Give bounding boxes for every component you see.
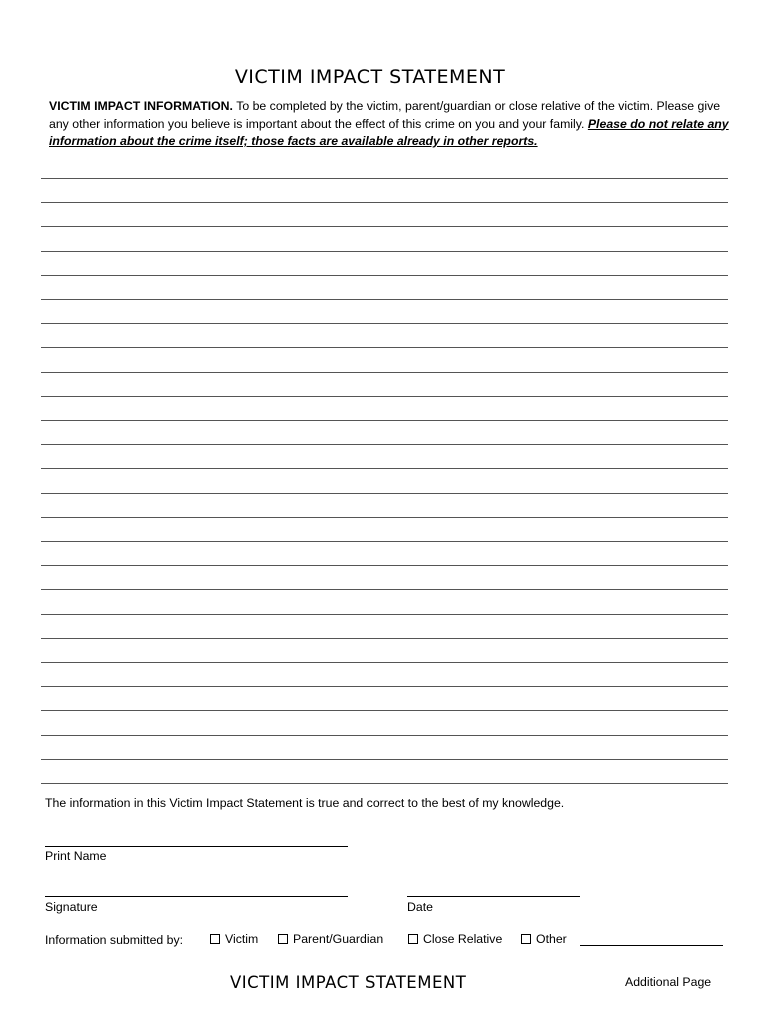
print-name-line[interactable]	[45, 846, 348, 847]
writing-line[interactable]	[41, 202, 728, 203]
intro-heading: VICTIM IMPACT INFORMATION.	[49, 99, 233, 113]
writing-line[interactable]	[41, 517, 728, 518]
writing-line[interactable]	[41, 468, 728, 469]
writing-line[interactable]	[41, 420, 728, 421]
writing-line[interactable]	[41, 275, 728, 276]
writing-line[interactable]	[41, 444, 728, 445]
victim-checkbox-label: Victim	[225, 932, 259, 946]
writing-line[interactable]	[41, 178, 728, 179]
additional-page-label: Additional Page	[625, 975, 712, 989]
close-relative-checkbox-option[interactable]	[408, 932, 502, 946]
writing-line[interactable]	[41, 614, 728, 615]
intro-body: To be completed by the victim, parent/guardian or close relative of the victim. Please give any other information you believe is important about the effect of this crime on you and your family.	[49, 99, 721, 131]
parent-guardian-checkbox-option[interactable]	[278, 932, 383, 946]
close-relative-checkbox[interactable]	[408, 934, 418, 944]
close-relative-checkbox-label: Close Relative	[423, 932, 503, 946]
writing-line[interactable]	[41, 759, 728, 760]
writing-line[interactable]	[41, 347, 728, 348]
submitted-by-label: Information submitted by:	[45, 933, 184, 947]
writing-line[interactable]	[41, 372, 728, 373]
writing-line[interactable]	[41, 541, 728, 542]
date-line[interactable]	[407, 896, 580, 897]
writing-line[interactable]	[41, 323, 728, 324]
victim-checkbox-option[interactable]	[210, 932, 258, 946]
attestation-text: The information in this Victim Impact Statement is true and correct to the best of my knowledge.	[45, 796, 565, 810]
writing-line[interactable]	[41, 662, 728, 663]
parent-guardian-checkbox-label: Parent/Guardian	[293, 932, 384, 946]
writing-line[interactable]	[41, 589, 728, 590]
writing-line[interactable]	[41, 638, 728, 639]
parent-guardian-checkbox[interactable]	[278, 934, 288, 944]
writing-line[interactable]	[41, 565, 728, 566]
footer-title: VICTIM IMPACT STATEMENT	[230, 973, 467, 992]
signature-label: Signature	[45, 900, 98, 914]
writing-line[interactable]	[41, 226, 728, 227]
other-specify-line[interactable]	[580, 945, 723, 946]
writing-line[interactable]	[41, 251, 728, 252]
page-title: VICTIM IMPACT STATEMENT	[234, 66, 506, 88]
writing-line[interactable]	[41, 735, 728, 736]
date-label: Date	[407, 900, 433, 914]
writing-line[interactable]	[41, 783, 728, 784]
other-checkbox-option[interactable]	[521, 932, 567, 946]
writing-line[interactable]	[41, 686, 728, 687]
print-name-label: Print Name	[45, 849, 107, 863]
writing-line[interactable]	[41, 299, 728, 300]
other-checkbox[interactable]	[521, 934, 531, 944]
other-checkbox-label: Other	[536, 932, 567, 946]
intro-emphasis: Please do not relate any information about the crime itself; those facts are available already in other reports.	[49, 116, 729, 148]
signature-line[interactable]	[45, 896, 348, 897]
writing-line[interactable]	[41, 493, 728, 494]
writing-line[interactable]	[41, 396, 728, 397]
writing-line[interactable]	[41, 710, 728, 711]
victim-checkbox[interactable]	[210, 934, 220, 944]
